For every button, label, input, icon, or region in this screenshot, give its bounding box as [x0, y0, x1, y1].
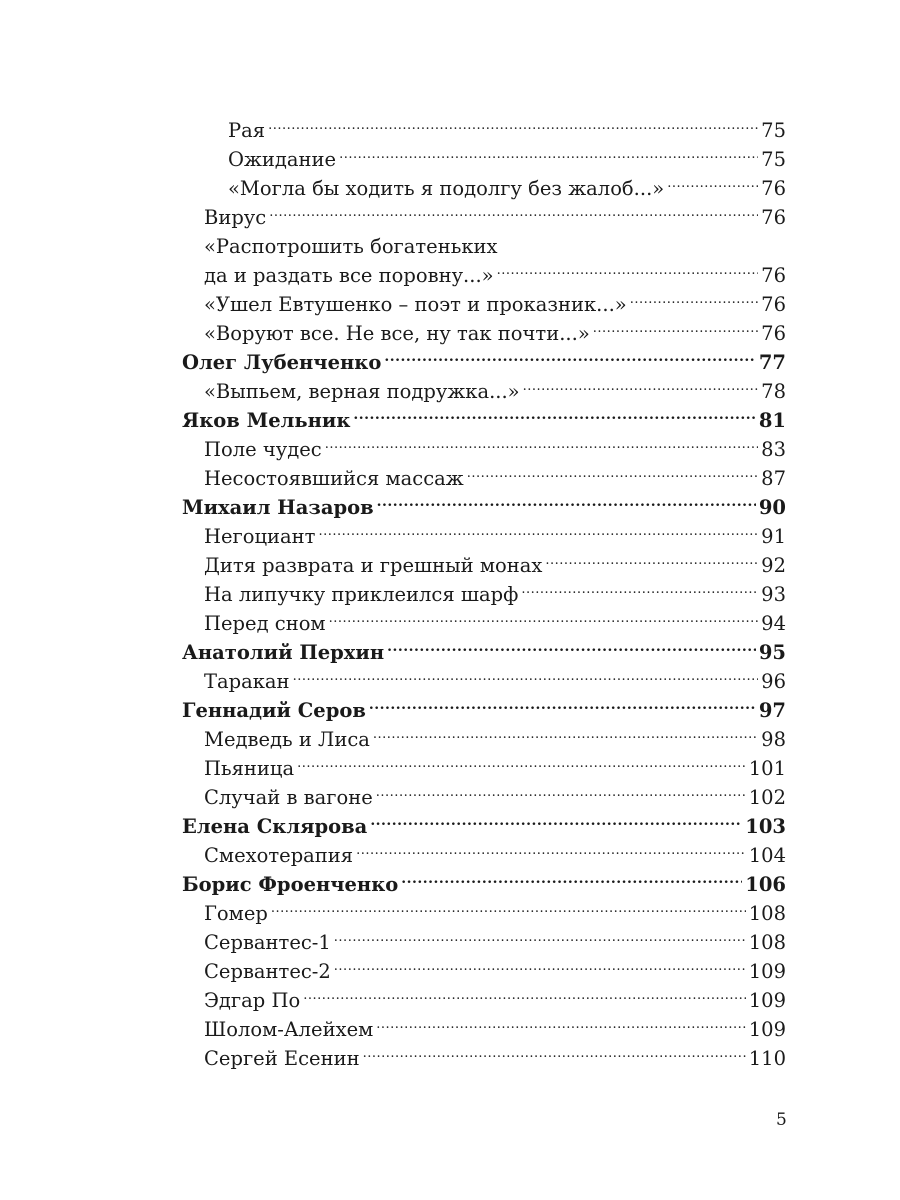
- toc-entry-page: 92: [761, 554, 786, 577]
- toc-author-name: Олег Лубенченко: [182, 351, 382, 374]
- dot-leader: [293, 669, 759, 689]
- toc-entry-page: 98: [761, 728, 786, 751]
- toc-entry: [182, 609, 786, 638]
- dot-leader: [593, 321, 758, 341]
- toc-entry-page: 94: [761, 612, 786, 635]
- toc-entry-title: Шолом-Алейхем: [204, 1018, 374, 1041]
- toc-entry-page: 90: [758, 496, 786, 519]
- toc-entry-page: 106: [745, 873, 786, 896]
- toc-entry-page: 109: [748, 989, 786, 1012]
- toc-entry-title: Пьяница: [204, 757, 295, 780]
- toc-entry: [182, 145, 786, 174]
- toc-entry: [182, 957, 786, 986]
- toc-entry: [182, 232, 786, 261]
- dot-leader: [318, 524, 758, 544]
- toc-entry-page: 76: [761, 293, 786, 316]
- dot-leader: [303, 988, 746, 1008]
- toc-author-entry: [182, 406, 786, 435]
- dot-leader: [363, 1046, 746, 1066]
- toc-entry: [182, 754, 786, 783]
- dot-leader: [545, 553, 758, 573]
- toc-entry-title: Сервантес-2: [204, 960, 331, 983]
- toc-entry: [182, 551, 786, 580]
- dot-leader: [373, 727, 758, 747]
- toc-entry-title: Ожидание: [228, 148, 337, 171]
- toc-entry-page: 109: [748, 960, 786, 983]
- dot-leader: [353, 408, 755, 428]
- toc-entry-title: Гомер: [204, 902, 268, 925]
- toc-entry: [182, 174, 786, 203]
- dot-leader: [325, 437, 758, 457]
- toc-entry-page: 76: [761, 322, 786, 345]
- toc-entry-page: 87: [761, 467, 786, 490]
- dot-leader: [523, 379, 759, 399]
- dot-leader: [268, 118, 758, 138]
- toc-entry-page: 91: [761, 525, 786, 548]
- toc-author-entry: [182, 696, 786, 725]
- dot-leader: [356, 843, 746, 863]
- toc-entry-title: «Воруют все. Не все, ну так почти...»: [204, 322, 590, 345]
- toc-author-name: Борис Фроенченко: [182, 873, 399, 896]
- toc-entry-title: Перед сном: [204, 612, 326, 635]
- toc-entry-title: Вирус: [204, 206, 267, 229]
- toc-entry: [182, 203, 786, 232]
- dot-leader: [376, 1017, 745, 1037]
- toc-entry-title: Поле чудес: [204, 438, 322, 461]
- toc-entry-page: 103: [745, 815, 786, 838]
- toc-entry: [182, 464, 786, 493]
- dot-leader: [467, 466, 758, 486]
- toc-entry: [182, 522, 786, 551]
- toc-entry-title: Негоциант: [204, 525, 316, 548]
- toc-entry: [182, 986, 786, 1015]
- dot-leader: [376, 785, 746, 805]
- toc-entry-title: «Распотрошить богатеньких: [204, 235, 498, 258]
- toc-entry-title: Сервантес-1: [204, 931, 331, 954]
- dot-leader: [334, 930, 746, 950]
- dot-leader: [377, 495, 756, 515]
- toc-entry-title: Несостоявшийся массаж: [204, 467, 464, 490]
- toc-entry-page: 101: [748, 757, 786, 780]
- toc-entry-page: 93: [761, 583, 786, 606]
- toc-entry-page: 96: [761, 670, 786, 693]
- toc-author-name: Елена Склярова: [182, 815, 368, 838]
- toc-entry: [182, 783, 786, 812]
- dot-leader: [667, 176, 758, 196]
- toc-entry-title: Дитя разврата и грешный монах: [204, 554, 543, 577]
- toc-entry: [182, 1044, 786, 1073]
- toc-entry-page: 97: [758, 699, 786, 722]
- toc-entry: [182, 116, 786, 145]
- toc-entry: [182, 435, 786, 464]
- toc-entry-title: Рая: [228, 119, 266, 142]
- toc-entry-page: 76: [761, 177, 786, 200]
- toc-entry: [182, 377, 786, 406]
- toc-author-entry: [182, 870, 786, 899]
- toc-entry-page: 108: [748, 902, 786, 925]
- toc-entry-page: 75: [761, 148, 786, 171]
- toc-entry-page: 78: [761, 380, 786, 403]
- toc-entry-page: 76: [761, 264, 786, 287]
- toc-entry: [182, 899, 786, 928]
- toc-entry-title: Таракан: [204, 670, 290, 693]
- toc-entry-title: Эдгар По: [204, 989, 301, 1012]
- toc-entry-title: Медведь и Лиса: [204, 728, 370, 751]
- toc-author-entry: [182, 348, 786, 377]
- dot-leader: [271, 901, 746, 921]
- dot-leader: [387, 640, 756, 660]
- dot-leader: [369, 698, 756, 718]
- table-of-contents: [182, 116, 786, 1073]
- toc-entry-page: 108: [748, 931, 786, 954]
- toc-entry-page: 95: [758, 641, 786, 664]
- toc-entry-title: «Ушел Евтушенко – поэт и проказник...»: [204, 293, 627, 316]
- toc-author-name: Михаил Назаров: [182, 496, 374, 519]
- toc-entry: [182, 319, 786, 348]
- toc-author-entry: [182, 638, 786, 667]
- toc-author-entry: [182, 493, 786, 522]
- toc-entry-title: «Могла бы ходить я подолгу без жалоб...»: [228, 177, 665, 200]
- dot-leader: [334, 959, 746, 979]
- toc-entry-page: 109: [748, 1018, 786, 1041]
- dot-leader: [401, 872, 742, 892]
- toc-entry-page: 102: [748, 786, 786, 809]
- toc-entry: [182, 667, 786, 696]
- toc-entry-page: 83: [761, 438, 786, 461]
- dot-leader: [370, 814, 742, 834]
- toc-entry: [182, 725, 786, 754]
- toc-entry: [182, 841, 786, 870]
- toc-author-name: Анатолий Перхин: [182, 641, 385, 664]
- toc-entry-page: 81: [758, 409, 786, 432]
- toc-author-entry: [182, 812, 786, 841]
- toc-entry-title: да и раздать все поровну...»: [204, 264, 494, 287]
- toc-entry-title: Сергей Есенин: [204, 1047, 360, 1070]
- page-number: 5: [776, 1110, 787, 1130]
- toc-entry-title: Случай в вагоне: [204, 786, 373, 809]
- toc-entry-page: 110: [748, 1047, 786, 1070]
- dot-leader: [630, 292, 758, 312]
- toc-entry-page: 75: [761, 119, 786, 142]
- toc-author-name: Яков Мельник: [182, 409, 351, 432]
- toc-entry: [182, 1015, 786, 1044]
- dot-leader: [329, 611, 759, 631]
- dot-leader: [521, 582, 758, 602]
- toc-entry: [182, 290, 786, 319]
- toc-entry-title: Смехотерапия: [204, 844, 354, 867]
- dot-leader: [339, 147, 758, 167]
- toc-entry-page: 77: [758, 351, 786, 374]
- toc-entry-title: «Выпьем, верная подружка...»: [204, 380, 520, 403]
- toc-entry: [182, 928, 786, 957]
- toc-author-name: Геннадий Серов: [182, 699, 366, 722]
- dot-leader: [497, 263, 759, 283]
- dot-leader: [269, 205, 758, 225]
- toc-entry-page: 76: [761, 206, 786, 229]
- dot-leader: [384, 350, 756, 370]
- toc-entry: [182, 261, 786, 290]
- toc-entry-page: 104: [748, 844, 786, 867]
- toc-entry-title: На липучку приклеился шарф: [204, 583, 519, 606]
- toc-entry: [182, 580, 786, 609]
- dot-leader: [297, 756, 746, 776]
